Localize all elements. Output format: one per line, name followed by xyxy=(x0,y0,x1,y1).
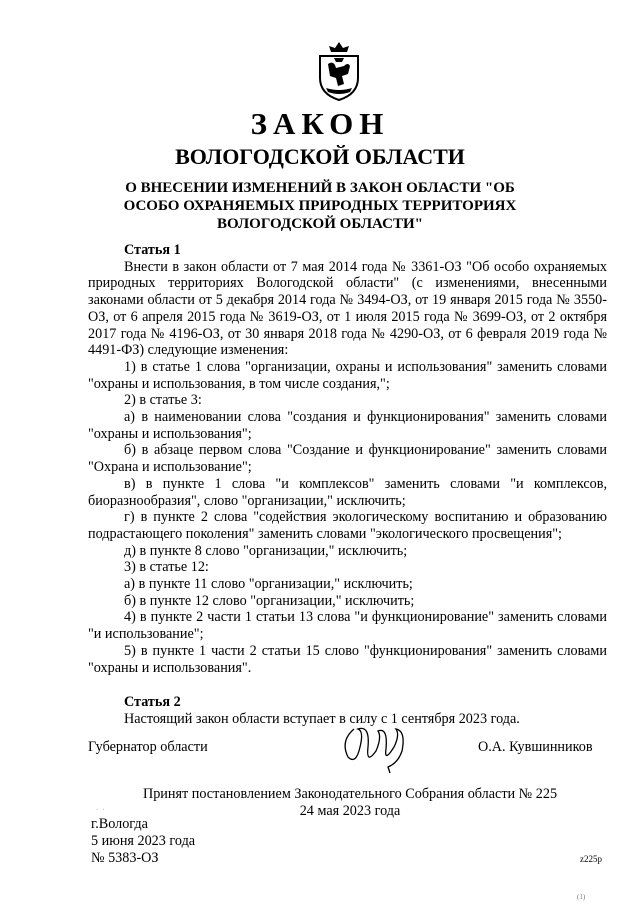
list-item: д) в пункте 8 слово "организации," исключить; xyxy=(124,542,408,559)
article-1-heading: Статья 1 xyxy=(124,242,181,258)
adoption-line-1: Принят постановлением Законодательного Собрания области № 225 xyxy=(142,786,558,802)
document-subtitle: О ВНЕСЕНИИ ИЗМЕНЕНИЙ В ЗАКОН ОБЛАСТИ "ОБ ОСОБО ОХРАНЯЕМЫХ ПРИРОДНЫХ ТЕРРИТОРИЯХ ВОЛОГОДСКОЙ ОБЛАСТИ" xyxy=(123,180,517,232)
list-item: 1) в статье 1 слова "организации, охраны и использования" заменить словами "охраны и использования, в том числе создания,"; xyxy=(88,358,607,392)
document-region: ВОЛОГОДСКОЙ ОБЛАСТИ xyxy=(175,144,465,169)
list-item: 4) в пункте 2 части 1 статьи 13 слова "и функционирование" заменить словами "и использование"; xyxy=(88,609,607,643)
list-item: 2) в статье 3: xyxy=(124,392,202,409)
article-2-text: Настоящий закон области вступает в силу с 1 сентября 2023 года. xyxy=(124,710,520,727)
adoption-note xyxy=(100,786,600,820)
article-2-heading: Статья 2 xyxy=(124,694,181,711)
signatory-name: О.А. Кувшинников xyxy=(478,739,593,755)
list-item: 5) в пункте 1 части 2 статьи 15 слово "функционирования" заменить словами "охраны и использования". xyxy=(88,642,607,676)
list-item: 3) в статье 12: xyxy=(124,559,209,576)
coat-of-arms-icon xyxy=(314,40,364,102)
handwritten-signature-icon xyxy=(336,717,416,777)
signing-date: 5 июня 2023 года xyxy=(91,833,196,849)
document-body xyxy=(88,242,607,728)
list-item: в) в пункте 1 слова "и комплексов" заменить словами "и комплексов, биоразнообразия", слово "организации," исключить; xyxy=(88,475,607,509)
list-item: б) в пункте 12 слово "организации," исключить; xyxy=(124,592,415,609)
footer-mark: (1) xyxy=(577,893,586,901)
document-code: z225р xyxy=(580,854,602,864)
list-item: г) в пункте 2 слова "содействия экологическому воспитанию и образованию подрастающего поколения" заменить словами "экологического просвещения"; xyxy=(88,509,607,542)
place-and-date xyxy=(91,816,195,867)
law-number: № 5383-ОЗ xyxy=(91,850,159,866)
signatory-position: Губернатор области xyxy=(88,739,208,755)
list-item: а) в наименовании слова "создания и функционирования" заменить словами "охраны и использования"; xyxy=(88,409,607,442)
article-1-intro: Внести в закон области от 7 мая 2014 года № 3361-ОЗ "Об особо охраняемых природных территориях Вологодской области" (с изменениями, внесенными законами области от 5 декабря 2014 года № 3494-ОЗ, от 19 января 2015 года № 3550-ОЗ, от 6 апреля 2015 года № 3619-ОЗ, от 1 июля 2015 года № 3699-ОЗ, от 2 октября 2017 года № 4196-ОЗ, от 30 января 2018 года № 4290-ОЗ, от 6 февраля 2019 года № 4491-ФЗ) следующие изменения: xyxy=(88,258,607,359)
city: г.Вологда xyxy=(91,816,148,832)
list-item: б) в абзаце первом слова "Создание и функционирование" заменить словами "Охрана и использование"; xyxy=(88,442,607,476)
adoption-line-2: 24 мая 2023 года xyxy=(299,803,401,819)
list-item: а) в пункте 11 слово "организации," исключить; xyxy=(124,576,413,593)
document-title: ЗАКОН xyxy=(250,106,390,141)
decorative-dots: · · xyxy=(96,807,105,813)
